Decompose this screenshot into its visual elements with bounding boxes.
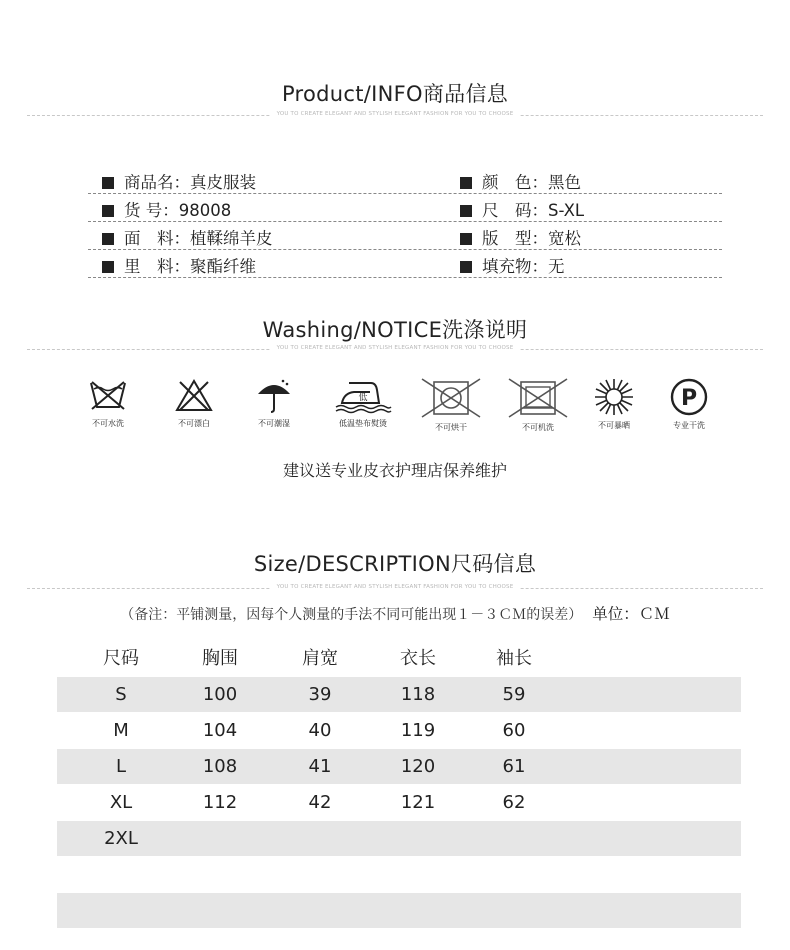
wash-label: 不可水洗: [92, 419, 124, 428]
table-row: [57, 713, 741, 748]
no-bleach-icon: [174, 378, 214, 414]
info-label-fabric: 面 料：植鞣绵羊皮: [124, 229, 273, 248]
cell-shoulder: 42: [308, 792, 332, 813]
unit-label: 单位：ＣＭ: [592, 605, 670, 623]
wash-label: 不可漂白: [178, 419, 210, 428]
wash-item: [577, 378, 651, 431]
washing-notice-title: Washing/NOTICE洗涤说明: [262, 318, 528, 342]
size-table-header: [57, 645, 741, 673]
bullet-square-icon: [460, 261, 472, 273]
wash-label: 不可暴晒: [598, 421, 630, 430]
cell-sleeve: 60: [502, 720, 526, 741]
wash-label: 低温垫布熨烫: [339, 419, 387, 428]
no-machine-wash-icon: [507, 378, 569, 418]
bullet-square-icon: [460, 205, 472, 217]
info-label-color: 颜 色：黑色: [482, 173, 581, 192]
table-row: [57, 893, 741, 928]
table-row: [57, 785, 741, 820]
care-advice-text: 建议送专业皮衣护理店保养维护: [282, 461, 507, 480]
header-sleeve: 袖长: [496, 648, 532, 669]
cell-chest: 100: [202, 684, 238, 705]
no-sun-dry-icon: [592, 378, 636, 416]
cell-sleeve: 59: [502, 684, 526, 705]
cell-sleeve: 61: [502, 756, 526, 777]
no-tumble-dry-icon: [420, 378, 482, 418]
size-note: [0, 602, 790, 624]
cell-length: 118: [400, 684, 436, 705]
wash-item: [652, 378, 726, 431]
damp-dry-umbrella-icon: [254, 378, 294, 414]
wash-item: [71, 378, 145, 429]
header-chest: 胸围: [202, 648, 238, 669]
wash-item: [326, 378, 400, 429]
cell-size: S: [115, 684, 127, 705]
cell-length: 121: [400, 792, 436, 813]
header-shoulder: 肩宽: [302, 648, 338, 669]
cell-chest: 112: [202, 792, 238, 813]
size-description-tagline: YOU TO CREATE ELEGANT AND STYLISH ELEGANT FASHION FOR YOU TO CHOOSE: [0, 584, 790, 590]
cell-chest: 108: [202, 756, 238, 777]
washing-notice-tagline: YOU TO CREATE ELEGANT AND STYLISH ELEGANT FASHION FOR YOU TO CHOOSE: [0, 345, 790, 351]
info-row: [88, 194, 722, 222]
cell-size: M: [113, 720, 129, 741]
table-row: [57, 821, 741, 856]
info-label-sku: 货 号：98008: [124, 201, 232, 220]
info-row: [88, 222, 722, 250]
size-description-title: Size/DESCRIPTION尺码信息: [253, 552, 537, 576]
bullet-square-icon: [460, 177, 472, 189]
wash-item: [414, 378, 488, 433]
info-label-name: 商品名：真皮服装: [124, 173, 256, 192]
svg-text:低: 低: [358, 393, 368, 403]
cell-size: XL: [109, 792, 133, 813]
wash-label: 不可烘干: [435, 423, 467, 432]
bullet-square-icon: [102, 177, 114, 189]
wash-label: 专业干洗: [673, 421, 705, 430]
info-row: [88, 250, 722, 278]
cell-length: 119: [400, 720, 436, 741]
no-wash-icon: [88, 378, 128, 414]
cell-shoulder: 39: [308, 684, 332, 705]
info-label-filling: 填充物：无: [482, 257, 565, 276]
wash-item: [237, 378, 311, 429]
info-label-fit: 版 型：宽松: [482, 229, 581, 248]
table-row: [57, 749, 741, 784]
bullet-square-icon: [102, 261, 114, 273]
product-info-title: Product/INFO商品信息: [281, 82, 509, 106]
bullet-square-icon: [102, 205, 114, 217]
size-note-text: （备注：平铺测量，因每个人测量的手法不同可能出现１－３ＣＭ的误差）: [120, 607, 583, 623]
wash-item: [157, 378, 231, 429]
info-row: [88, 166, 722, 194]
cell-size: L: [115, 756, 127, 777]
bullet-square-icon: [460, 233, 472, 245]
cell-shoulder: 41: [308, 756, 332, 777]
header-size: 尺码: [103, 648, 139, 669]
svg-text:P: P: [680, 386, 698, 411]
bullet-square-icon: [102, 233, 114, 245]
wash-label: 不可机洗: [522, 423, 554, 432]
wash-item: [501, 378, 575, 433]
professional-dry-clean-icon: [669, 378, 709, 416]
product-info-tagline: YOU TO CREATE ELEGANT AND STYLISH ELEGANT FASHION FOR YOU TO CHOOSE: [0, 111, 790, 117]
low-iron-cloth-icon: [332, 378, 394, 414]
cell-size: 2XL: [104, 828, 138, 849]
cell-chest: 104: [202, 720, 238, 741]
wash-label: 不可潮湿: [258, 419, 290, 428]
header-length: 衣长: [400, 648, 436, 669]
info-label-lining: 里 料：聚酯纤维: [124, 257, 256, 276]
cell-shoulder: 40: [308, 720, 332, 741]
cell-length: 120: [400, 756, 436, 777]
table-row: [57, 677, 741, 712]
cell-sleeve: 62: [502, 792, 526, 813]
info-label-size: 尺 码：S-XL: [482, 201, 585, 220]
